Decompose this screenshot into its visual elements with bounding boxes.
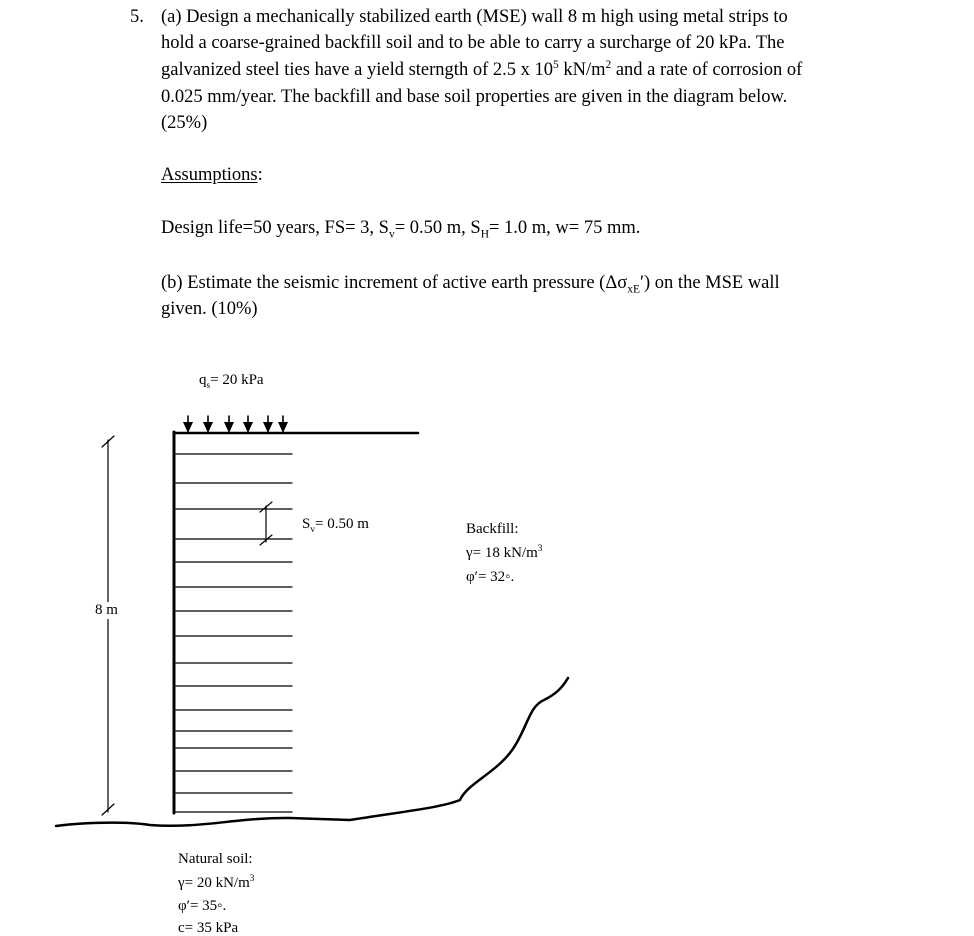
yield-tail: and a rate of corrosion of: [611, 60, 803, 80]
arrow-head: [203, 422, 213, 433]
yield-text: galvanized steel ties have a yield sterngth of 2.5 x 10: [161, 60, 553, 80]
spacing-subscript: v: [310, 525, 315, 535]
sh-value: = 1.0 m, w= 75 mm.: [488, 218, 641, 238]
spacing-symbol: S: [302, 516, 311, 532]
natural-soil-cohesion: c= 35 kPa: [178, 920, 239, 936]
sv-value: = 0.50 m, S: [394, 218, 481, 238]
natural-soil-gamma: γ= 20 kN/m: [178, 875, 250, 891]
backfill-title: Backfill:: [466, 521, 519, 537]
backfill-gamma-exponent: 3: [537, 544, 543, 554]
backfill-unit-weight: [466, 546, 542, 561]
sh-subscript: H: [480, 228, 489, 241]
natural-soil-friction-angle: φ′= 35◦.: [178, 898, 227, 914]
spacing-value: = 0.50 m: [315, 516, 369, 532]
sv-subscript: v: [388, 228, 395, 241]
spacing-label: [302, 516, 369, 535]
height-label: 8 m: [95, 602, 118, 618]
reinforcement-strips: [176, 454, 292, 812]
natural-soil-gamma-exponent: 3: [249, 874, 255, 884]
yield-exponent: 5: [552, 58, 559, 71]
arrow-head: [243, 422, 253, 433]
question-number: 5.: [130, 7, 144, 27]
part-a-line-4: 0.025 mm/year. The backfill and base soil properties are given in the diagram below.: [161, 87, 788, 107]
assumptions-heading: Assumptions: [161, 165, 258, 185]
surcharge-value: = 20 kPa: [210, 372, 264, 388]
natural-soil-unit-weight: [178, 876, 254, 891]
surcharge-subscript: s: [206, 381, 211, 391]
part-b-line-2: given. (10%): [161, 299, 258, 319]
natural-soil-title: Natural soil:: [178, 851, 253, 867]
part-b-tail: ′) on the MSE wall: [639, 273, 780, 293]
part-b-subscript: xE: [627, 283, 640, 296]
natural-ground-line: [56, 678, 568, 826]
part-b-text: (b) Estimate the seismic increment of active earth pressure (Δσ: [161, 273, 628, 293]
surcharge-label: [199, 372, 264, 391]
part-a-line-5: (25%): [161, 113, 208, 133]
part-a-line-1: (a) Design a mechanically stabilized earth (MSE) wall 8 m high using metal strips to: [161, 7, 788, 27]
backfill-friction-angle: φ′= 32◦.: [466, 569, 515, 585]
height-dimension: [102, 436, 114, 815]
assumptions-colon: :: [257, 165, 263, 185]
part-a-line-2: hold a coarse-grained backfill soil and to be able to carry a surcharge of 20 kPa. The: [161, 33, 785, 53]
backfill-gamma: γ= 18 kN/m: [466, 545, 538, 561]
arrow-head: [183, 422, 193, 433]
surcharge-symbol: q: [199, 372, 207, 388]
arrow-head: [224, 422, 234, 433]
assumptions-text: Design life=50 years, FS= 3, S: [161, 218, 389, 238]
yield-units: kN/m: [558, 60, 606, 80]
arrow-head: [263, 422, 273, 433]
yield-units-exponent: 2: [605, 58, 612, 71]
arrow-head: [278, 422, 288, 433]
